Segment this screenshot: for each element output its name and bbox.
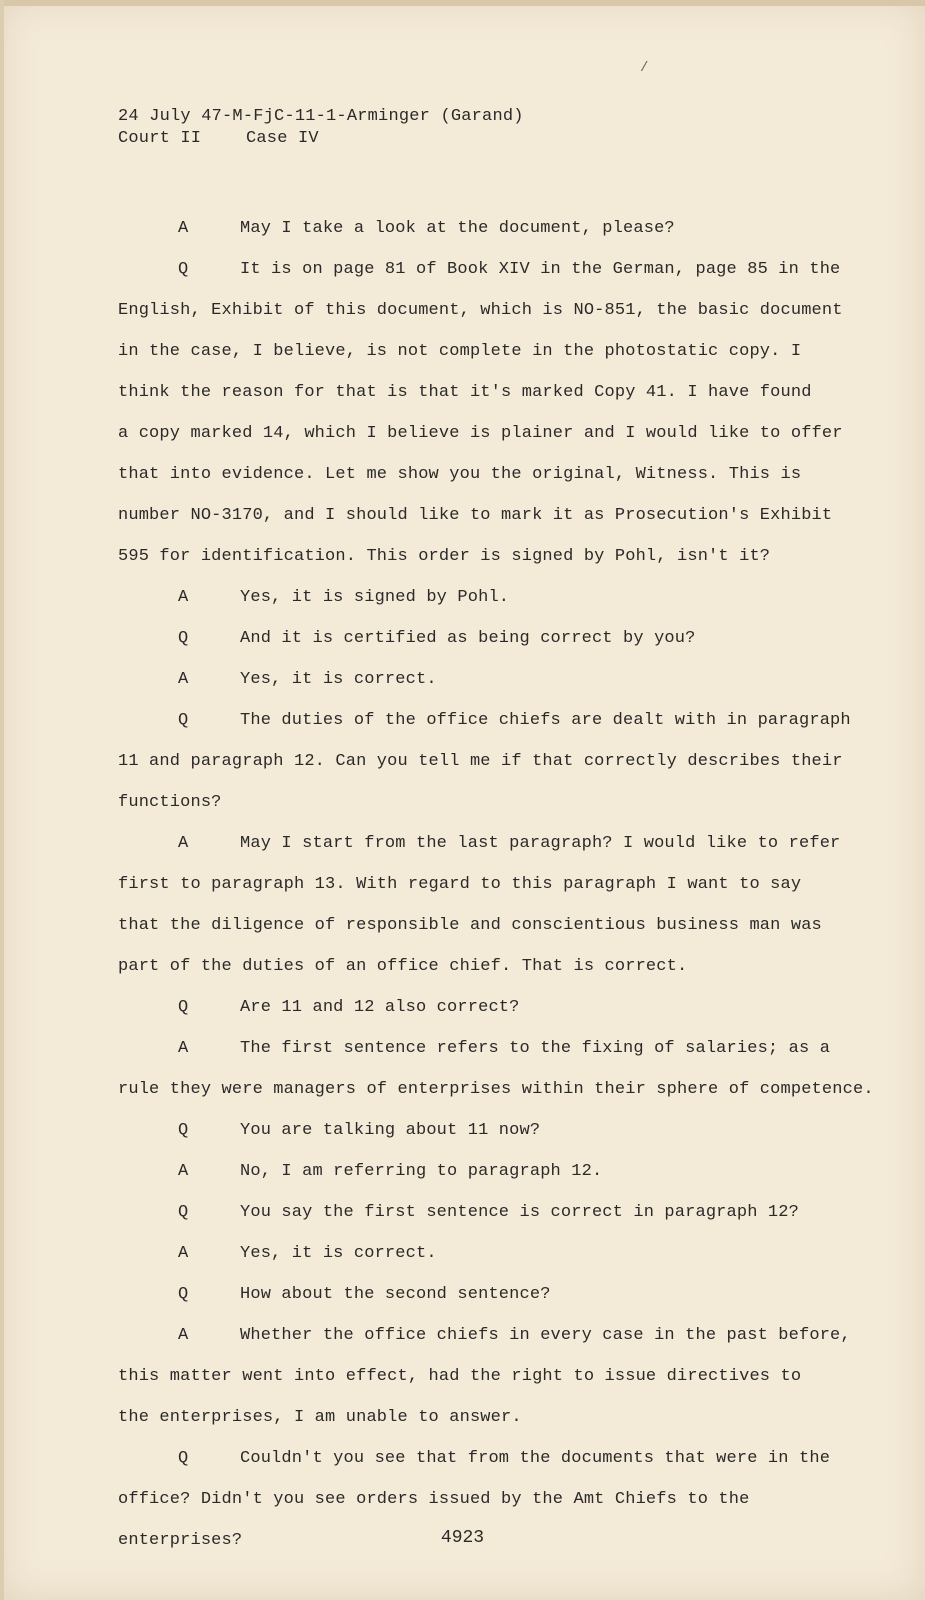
speaker-label: A: [178, 588, 189, 607]
speaker-label: Q: [178, 1285, 189, 1304]
paper-edge-top: [0, 0, 925, 6]
page-number: 4923: [440, 1528, 485, 1548]
speaker-label: A: [178, 1326, 189, 1345]
speaker-label: Q: [178, 998, 189, 1017]
testimony-paragraph: [118, 1151, 878, 1192]
testimony-text: No, I am referring to paragraph 12.: [240, 1162, 603, 1181]
testimony-text: How about the second sentence?: [240, 1285, 551, 1304]
testimony-continuation-line: English, Exhibit of this document, which is NO-851, the basic document: [118, 301, 843, 320]
testimony-first-line: [118, 1438, 878, 1479]
testimony-text: The first sentence refers to the fixing of salaries; as a: [240, 1039, 831, 1058]
testimony-continuation-line: in the case, I believe, is not complete in the photostatic copy. I: [118, 342, 802, 361]
speaker-label: Q: [178, 711, 189, 730]
testimony-continuation-line: first to paragraph 13. With regard to this paragraph I want to say: [118, 875, 802, 894]
speaker-label: A: [178, 670, 189, 689]
testimony-paragraph: [118, 577, 878, 618]
document-header: [118, 106, 524, 150]
stray-mark: /: [640, 60, 649, 76]
testimony-continuation-line: part of the duties of an office chief. That is correct.: [118, 957, 688, 976]
header-court-case: [118, 128, 524, 150]
testimony-first-line: [118, 1110, 878, 1151]
testimony-text: Yes, it is signed by Pohl.: [240, 588, 510, 607]
speaker-label: A: [178, 1162, 189, 1181]
testimony-paragraph: [118, 1028, 878, 1110]
testimony-continuation-line: rule they were managers of enterprises within their sphere of competence.: [118, 1080, 874, 1099]
testimony-paragraph: [118, 618, 878, 659]
speaker-label: A: [178, 1244, 189, 1263]
testimony-text: The duties of the office chiefs are dealt with in paragraph: [240, 711, 851, 730]
testimony-text: It is on page 81 of Book XIV in the German, page 85 in the: [240, 260, 841, 279]
testimony-continuation-line: a copy marked 14, which I believe is plainer and I would like to offer: [118, 424, 843, 443]
testimony-text: And it is certified as being correct by you?: [240, 629, 696, 648]
testimony-first-line: [118, 823, 878, 864]
testimony-first-line: [118, 1274, 878, 1315]
testimony-text: Whether the office chiefs in every case in the past before,: [240, 1326, 851, 1345]
speaker-label: A: [178, 1039, 189, 1058]
testimony-text: Yes, it is correct.: [240, 1244, 437, 1263]
speaker-label: A: [178, 219, 189, 238]
paper-edge-left: [0, 0, 4, 1600]
testimony-paragraph: [118, 1274, 878, 1315]
testimony-continuation-line: 595 for identification. This order is signed by Pohl, isn't it?: [118, 547, 771, 566]
testimony-paragraph: [118, 1315, 878, 1438]
testimony-continuation-line: 11 and paragraph 12. Can you tell me if that correctly describes their: [118, 752, 843, 771]
testimony-first-line: [118, 1315, 878, 1356]
testimony-paragraph: [118, 659, 878, 700]
testimony-first-line: [118, 1151, 878, 1192]
testimony-text: May I take a look at the document, please?: [240, 219, 675, 238]
testimony-continuation-line: this matter went into effect, had the right to issue directives to: [118, 1367, 802, 1386]
speaker-label: Q: [178, 1121, 189, 1140]
testimony-text: May I start from the last paragraph? I would like to refer: [240, 834, 841, 853]
testimony-text: Are 11 and 12 also correct?: [240, 998, 520, 1017]
testimony-first-line: [118, 987, 878, 1028]
testimony-text: Couldn't you see that from the documents that were in the: [240, 1449, 831, 1468]
testimony-first-line: [118, 1192, 878, 1233]
speaker-label: Q: [178, 260, 189, 279]
testimony-continuation-line: office? Didn't you see orders issued by the Amt Chiefs to the enterprises?: [118, 1490, 750, 1550]
testimony-paragraph: [118, 1110, 878, 1151]
testimony-continuation-line: that into evidence. Let me show you the original, Witness. This is: [118, 465, 802, 484]
transcript-body: [118, 208, 878, 1561]
testimony-first-line: [118, 700, 878, 741]
header-court: Court II: [118, 129, 202, 148]
speaker-label: A: [178, 834, 189, 853]
testimony-first-line: [118, 1028, 878, 1069]
testimony-continuation-line: that the diligence of responsible and conscientious business man was: [118, 916, 822, 935]
testimony-paragraph: [118, 1233, 878, 1274]
testimony-text: You say the first sentence is correct in paragraph 12?: [240, 1203, 799, 1222]
speaker-label: Q: [178, 629, 189, 648]
speaker-label: Q: [178, 1203, 189, 1222]
testimony-first-line: [118, 249, 878, 290]
testimony-paragraph: [118, 249, 878, 577]
testimony-first-line: [118, 618, 878, 659]
testimony-first-line: [118, 208, 878, 249]
speaker-label: Q: [178, 1449, 189, 1468]
header-case: Case IV: [246, 129, 319, 148]
header-reference: 24 July 47-M-FjC-11-1-Arminger (Garand): [118, 107, 524, 126]
testimony-first-line: [118, 659, 878, 700]
testimony-first-line: [118, 1233, 878, 1274]
testimony-paragraph: [118, 823, 878, 987]
testimony-paragraph: [118, 208, 878, 249]
testimony-text: Yes, it is correct.: [240, 670, 437, 689]
testimony-paragraph: [118, 987, 878, 1028]
testimony-first-line: [118, 577, 878, 618]
testimony-continuation-line: think the reason for that is that it's marked Copy 41. I have found: [118, 383, 812, 402]
testimony-paragraph: [118, 700, 878, 823]
testimony-continuation-line: number NO-3170, and I should like to mark it as Prosecution's Exhibit: [118, 506, 833, 525]
testimony-continuation-line: functions?: [118, 793, 222, 812]
testimony-paragraph: [118, 1192, 878, 1233]
testimony-continuation-line: the enterprises, I am unable to answer.: [118, 1408, 522, 1427]
testimony-text: You are talking about 11 now?: [240, 1121, 541, 1140]
